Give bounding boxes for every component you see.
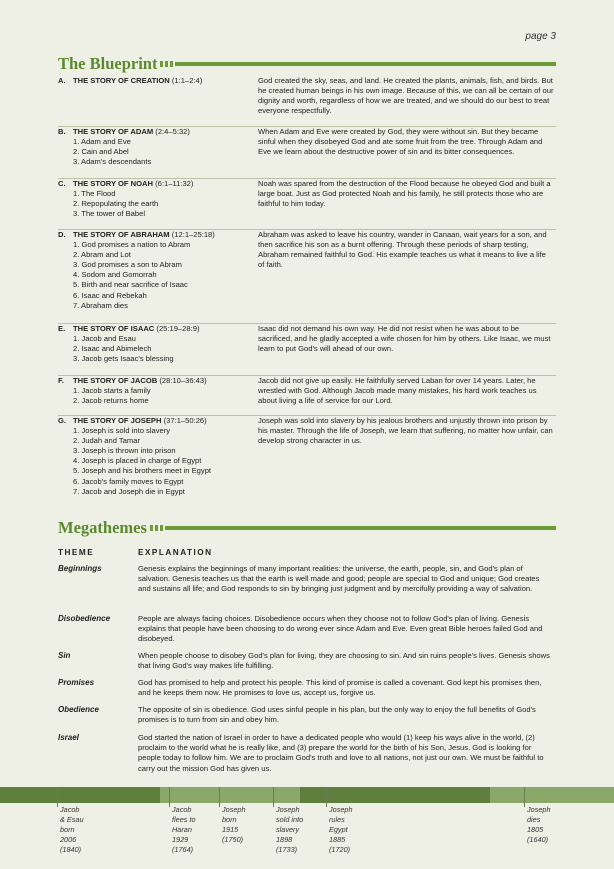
megatheme-name: Sin bbox=[58, 651, 71, 660]
blueprint-subitem: 5. Joseph and his brothers meet in Egypt bbox=[73, 466, 212, 476]
blueprint-subitem: 5. Birth and near sacrifice of Isaac bbox=[73, 280, 188, 290]
blueprint-item-title: THE STORY OF CREATION bbox=[73, 76, 170, 85]
explanation-column-header: EXPLANATION bbox=[138, 548, 213, 557]
blueprint-subitem: 1. Jacob and Esau bbox=[73, 334, 136, 344]
blueprint-item-outline bbox=[73, 230, 258, 311]
timeline-tick bbox=[57, 787, 58, 807]
timeline-event-line: born bbox=[60, 825, 75, 834]
heading-rule bbox=[175, 62, 556, 66]
megatheme-explanation: Genesis explains the beginnings of many important realities: the universe, the earth, people, sin, and God's plan of salvation. Genesis teaches us that the earth is well made and good; people are special to God and unique; God creates and sustains all life; and God responds to sin by bringing just judgment and by mercifully providing a way of salvation. bbox=[138, 564, 540, 594]
blueprint-item-description: Joseph was sold into slavery by his jealous brothers and unjustly thrown into prison by his master. Through the life of Joseph, we learn that suffering, no matter how unfair, can develop strong character in us. bbox=[258, 416, 553, 446]
blueprint-item bbox=[58, 324, 556, 376]
blueprint-item-reference: (25:19–28:9) bbox=[156, 324, 200, 333]
blueprint-subitem: 3. Joseph is thrown into prison bbox=[73, 446, 176, 456]
blueprint-item-description: Isaac did not demand his own way. He did not resist when he was about to be sacrificed, and he gladly accepted a wife chosen for him by others. Like Isaac, we must learn to put God's will ahead of our own. bbox=[258, 324, 551, 354]
heading-rule bbox=[165, 526, 556, 530]
megatheme-name: Israel bbox=[58, 733, 79, 742]
timeline-event-line: Egypt bbox=[329, 825, 348, 834]
blueprint-subitem: 3. God promises a son to Abram bbox=[73, 260, 182, 270]
blueprint-item-title: THE STORY OF ISAAC bbox=[73, 324, 155, 333]
blueprint-item-letter: F. bbox=[58, 376, 64, 385]
timeline-tick bbox=[219, 787, 220, 807]
timeline-event-line: 1915 bbox=[222, 825, 239, 834]
timeline-event-line: Haran bbox=[172, 825, 192, 834]
blueprint-item-description: Abraham was asked to leave his country, wander in Canaan, wait years for a son, and then sacrifice his son as a burnt offering. Through these periods of sharp testing, Abraham remained faithful to God. His example teaches us what it means to live a life of faith. bbox=[258, 230, 547, 270]
timeline-event-line: (1733) bbox=[276, 845, 298, 854]
megatheme-name: Disobedience bbox=[58, 614, 111, 623]
timeline-band-segment bbox=[300, 787, 490, 803]
blueprint-subitem: 2. Repopulating the earth bbox=[73, 199, 159, 209]
blueprint-item bbox=[58, 179, 556, 230]
blueprint-item-letter: G. bbox=[58, 416, 67, 425]
megatheme-explanation: God has promised to help and protect his people. This kind of promise is called a covenant. God kept his promises then, and he keeps them now. He promises to love us, accept us, forgive us. bbox=[138, 678, 542, 698]
theme-column-header: THEME bbox=[58, 548, 95, 557]
blueprint-item bbox=[58, 376, 556, 416]
timeline-tick bbox=[169, 787, 170, 807]
timeline-event-line: (1720) bbox=[329, 845, 351, 854]
timeline-event-line: (1764) bbox=[172, 845, 194, 854]
timeline-tick bbox=[326, 787, 327, 807]
blueprint-item-outline bbox=[73, 76, 258, 86]
timeline-event-line: rules bbox=[329, 815, 345, 824]
blueprint-item-letter: C. bbox=[58, 179, 66, 188]
blueprint-subitem: 1. Jacob starts a family bbox=[73, 386, 151, 396]
megathemes-title: Megathemes bbox=[58, 518, 147, 537]
blueprint-item-outline bbox=[73, 376, 258, 406]
megatheme-explanation: God started the nation of Israel in order to have a dedicated people who would (1) keep his ways alive in the world, (2) proclaim to the world what he is really like, and (3) prepare the world for the birth of his Son, Jesus. God is looking for people today to follow him. We are to proclaim God's truth and love to all nations, not just our own. We must be faithful to carry out the mission God has given us. bbox=[138, 733, 544, 773]
blueprint-item bbox=[58, 127, 556, 179]
blueprint-item-outline bbox=[73, 127, 258, 167]
timeline-event bbox=[60, 805, 84, 855]
blueprint-item-letter: B. bbox=[58, 127, 66, 136]
timeline-event-line: (1640) bbox=[527, 835, 549, 844]
blueprint-subitem: 4. Sodom and Gomorrah bbox=[73, 270, 157, 280]
heading-dots bbox=[160, 61, 173, 67]
timeline-event-line: & Esau bbox=[60, 815, 84, 824]
blueprint-item-title: THE STORY OF JACOB bbox=[73, 376, 158, 385]
blueprint-item-outline bbox=[73, 324, 258, 364]
timeline-event-line: Jacob bbox=[172, 805, 192, 814]
megatheme-explanation: The opposite of sin is obedience. God uses sinful people in his plan, but the only way to enjoy the full benefits of God's promises is to turn from sin and obey him. bbox=[138, 705, 536, 725]
timeline-event-line: 1898 bbox=[276, 835, 293, 844]
blueprint-item-reference: (6:1–11:32) bbox=[155, 179, 194, 188]
blueprint-item-reference: (28:10–36:43) bbox=[159, 376, 207, 385]
blueprint-subitem: 2. Cain and Abel bbox=[73, 147, 129, 157]
blueprint-item-letter: D. bbox=[58, 230, 66, 239]
blueprint-item bbox=[58, 416, 556, 516]
blueprint-heading bbox=[58, 54, 556, 74]
timeline-tick bbox=[273, 787, 274, 807]
blueprint-title: The Blueprint bbox=[58, 54, 158, 73]
blueprint-item-letter: E. bbox=[58, 324, 66, 333]
blueprint-item-letter: A. bbox=[58, 76, 66, 85]
blueprint-subitem: 1. Adam and Eve bbox=[73, 137, 131, 147]
blueprint-item-reference: (37:1–50:26) bbox=[163, 416, 207, 425]
blueprint-subitem: 6. Isaac and Rebekah bbox=[73, 290, 147, 300]
blueprint-subitem: 2. Isaac and Abimelech bbox=[73, 344, 152, 354]
heading-dots bbox=[150, 525, 163, 531]
blueprint-item-reference: (12:1–25:18) bbox=[171, 230, 215, 239]
blueprint-subitem: 3. The tower of Babel bbox=[73, 209, 146, 219]
timeline-tick bbox=[524, 787, 525, 807]
blueprint-item-reference: (1:1–2:4) bbox=[171, 76, 203, 85]
blueprint-subitem: 3. Adam's descendants bbox=[73, 157, 152, 167]
blueprint-subitem: 2. Jacob returns home bbox=[73, 396, 149, 406]
blueprint-subitem: 2. Abram and Lot bbox=[73, 250, 131, 260]
blueprint-item-outline bbox=[73, 179, 258, 219]
timeline-event-line: sold into bbox=[276, 815, 304, 824]
timeline-event-line: Joseph bbox=[329, 805, 353, 814]
megatheme-explanation: When people choose to disobey God's plan for living, they are choosing to sin. And sin ruins people's lives. Genesis shows that living God's way makes life fulfilling. bbox=[138, 651, 550, 671]
page-number: page 3 bbox=[525, 31, 556, 42]
timeline-band-segment bbox=[0, 787, 160, 803]
timeline-event-line: Jacob bbox=[60, 805, 80, 814]
timeline-event bbox=[527, 805, 551, 845]
blueprint-subitem: 4. Joseph is placed in charge of Egypt bbox=[73, 456, 202, 466]
timeline-event bbox=[172, 805, 196, 855]
timeline-event-line: 2006 bbox=[60, 835, 77, 844]
timeline-event-line: dies bbox=[527, 815, 541, 824]
blueprint-item-description: When Adam and Eve were created by God, they were without sin. But they became sinful when they disobeyed God and ate some fruit from the tree. Through Adam and Eve we learn about the destructive power of sin and its bitter consequences. bbox=[258, 127, 543, 157]
blueprint-subitem: 1. God promises a nation to Abram bbox=[73, 240, 191, 250]
timeline-event-line: born bbox=[222, 815, 237, 824]
timeline-event-line: 1885 bbox=[329, 835, 346, 844]
blueprint-item-title: THE STORY OF ADAM bbox=[73, 127, 154, 136]
megatheme-explanation: People are always facing choices. Disobedience occurs when they choose not to follow God's plan of living. Genesis explains that people have been choosing to do wrong ever since Adam and Eve. Even great Bible heroes failed God and disobeyed. bbox=[138, 614, 543, 644]
timeline-event bbox=[222, 805, 246, 845]
blueprint-item-title: THE STORY OF JOSEPH bbox=[73, 416, 162, 425]
megathemes-heading bbox=[58, 518, 556, 538]
blueprint-subitem: 7. Abraham dies bbox=[73, 300, 128, 310]
megatheme-name: Obedience bbox=[58, 705, 99, 714]
timeline-event-line: 1805 bbox=[527, 825, 544, 834]
blueprint-subitem: 1. The Flood bbox=[73, 189, 116, 199]
timeline-event-line: (1840) bbox=[60, 845, 82, 854]
megatheme-name: Promises bbox=[58, 678, 95, 687]
blueprint-item-title: THE STORY OF ABRAHAM bbox=[73, 230, 170, 239]
blueprint-item-outline bbox=[73, 416, 258, 497]
blueprint-item-description: Jacob did not give up easily. He faithfully served Laban for over 14 years. Later, he wrestled with God. Although Jacob made many mistakes, his hard work teaches us about living a life of service for our Lord. bbox=[258, 376, 537, 406]
timeline-event-line: slavery bbox=[276, 825, 300, 834]
timeline-event bbox=[276, 805, 303, 855]
blueprint-item-description: God created the sky, seas, and land. He created the plants, animals, fish, and birds. But he created human beings in his own image. Because of this, we can all be certain of our dignity and worth, regardless of how we are treated, and we should do our best to treat everyone respectfully. bbox=[258, 76, 554, 116]
timeline-event-line: (1750) bbox=[222, 835, 244, 844]
timeline-event bbox=[329, 805, 353, 855]
blueprint-item bbox=[58, 76, 556, 127]
blueprint-item-title: THE STORY OF NOAH bbox=[73, 179, 154, 188]
megatheme-name: Beginnings bbox=[58, 564, 102, 573]
blueprint-item-reference: (2:4–5:32) bbox=[155, 127, 190, 136]
blueprint-subitem: 2. Judah and Tamar bbox=[73, 436, 140, 446]
blueprint-subitem: 1. Joseph is sold into slavery bbox=[73, 426, 171, 436]
blueprint-subitem: 7. Jacob and Joseph die in Egypt bbox=[73, 486, 185, 496]
timeline-event-line: Joseph bbox=[222, 805, 246, 814]
timeline-event-line: Joseph bbox=[276, 805, 300, 814]
blueprint-item-description: Noah was spared from the destruction of the Flood because he obeyed God and built a large boat. Just as God protected Noah and his family, he still protects those who are faithful to him today. bbox=[258, 179, 551, 209]
timeline-event-line: 1929 bbox=[172, 835, 189, 844]
blueprint-item bbox=[58, 230, 556, 324]
timeline-event-line: flees to bbox=[172, 815, 196, 824]
blueprint-subitem: 3. Jacob gets Isaac's blessing bbox=[73, 354, 174, 364]
blueprint-subitem: 6. Jacob's family moves to Egypt bbox=[73, 476, 184, 486]
timeline-event-line: Joseph bbox=[527, 805, 551, 814]
